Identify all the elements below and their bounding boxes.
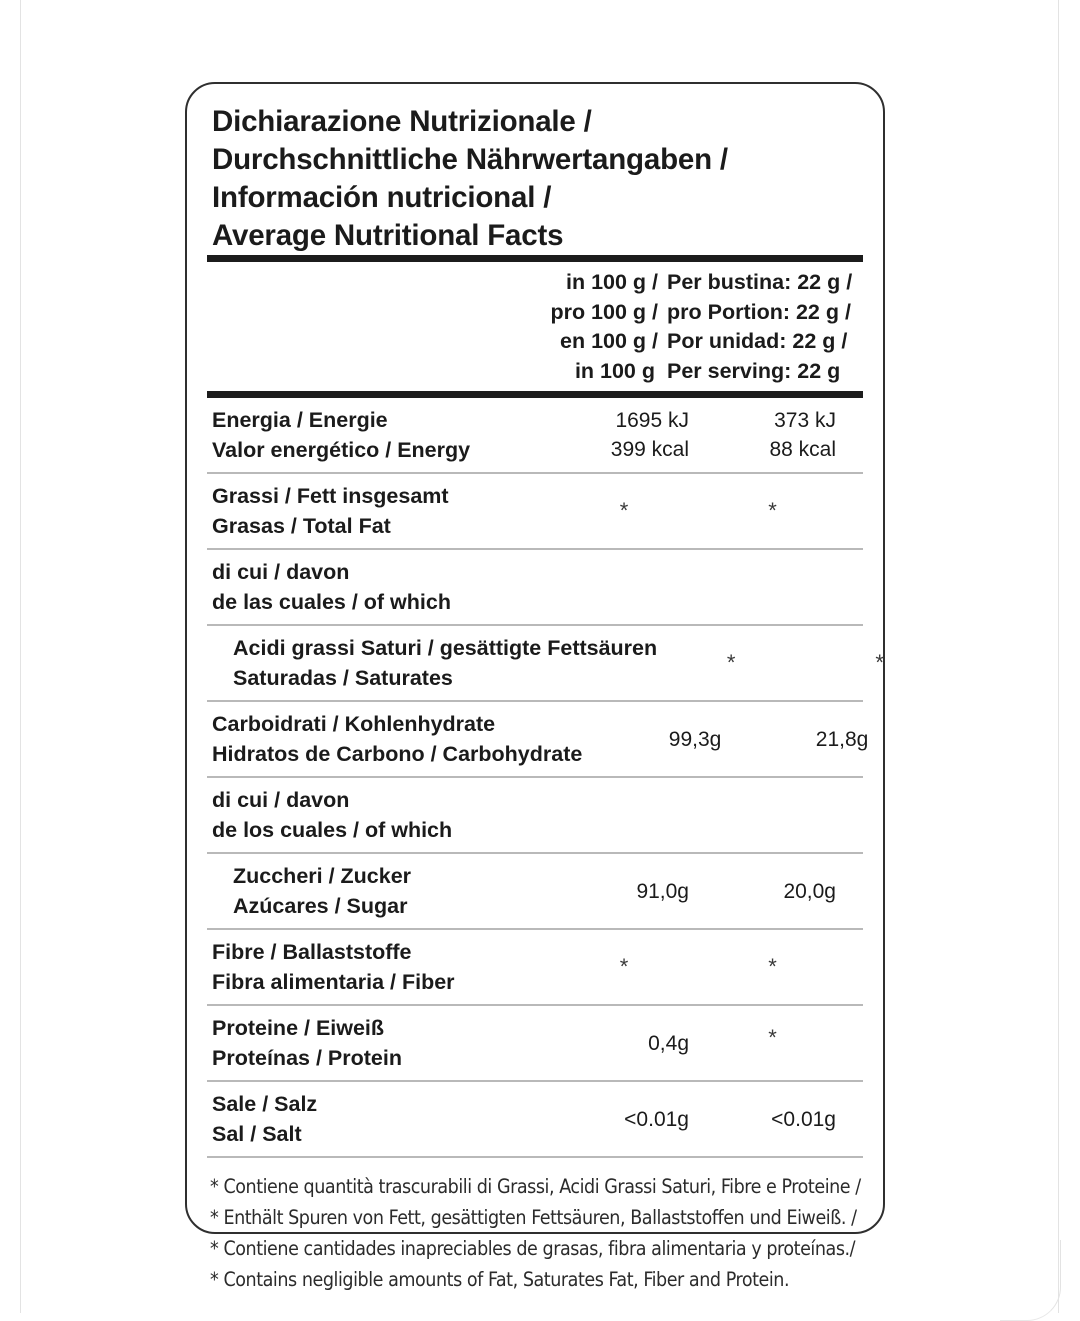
value-text: 20,0g (783, 879, 836, 903)
nutrient-label-carbohydrate-of-which (207, 785, 550, 845)
nutrient-values-sugars (550, 877, 863, 906)
nutrient-label-protein (207, 1013, 550, 1073)
label-line: Proteínas / Protein (212, 1046, 402, 1070)
page-edge-left (20, 0, 21, 1313)
label-line: Valor energético / Energy (212, 438, 471, 462)
value-text: 91,0g (636, 879, 689, 903)
value-text: <0.01g (771, 1107, 836, 1131)
nutrient-label-sugars (207, 861, 550, 921)
nutrient-label-fiber (207, 937, 550, 997)
label-line: Proteine / Eiweiß (212, 1016, 385, 1040)
header-bottom-rule (207, 391, 863, 398)
asterisk-marker: * (619, 954, 629, 979)
value-salt-per-serving (698, 1105, 863, 1134)
nutrient-label-salt (207, 1089, 550, 1149)
value-text: 1695 kJ (615, 409, 689, 432)
value-protein-per-serving (698, 1024, 863, 1058)
value-text: 21,8g (815, 727, 869, 751)
serving-header-per-100g: pro 100 g / (550, 299, 658, 324)
serving-header-per-100g: in 100 g (574, 358, 655, 383)
asterisk-marker: * (768, 954, 777, 979)
asterisk-marker: * (875, 650, 884, 675)
nutrient-label-total-fat (207, 481, 550, 541)
nutrient-row-fat-of-which (207, 550, 863, 624)
value-fiber-per-serving (698, 954, 863, 979)
value-saturates-per-serving (805, 650, 970, 675)
value-total-fat-per-100g (550, 498, 698, 523)
value-carbohydrate-per-100g (582, 725, 730, 754)
value-total-fat-per-serving (698, 498, 863, 523)
nutrient-label-saturates (207, 633, 657, 693)
label-line: de las cuales / of which (212, 590, 451, 614)
value-text: 99,3g (668, 727, 722, 751)
serving-header-per-100g: en 100 g / (560, 329, 658, 353)
label-line: Hidratos de Carbono / Carbohydrate (212, 742, 583, 766)
serving-header-per-serving: Per serving: 22 g (667, 358, 841, 383)
nutrient-row-energy (207, 398, 863, 472)
label-line: Energia / Energie (212, 408, 388, 432)
footnote-line-3: * Contiene cantidades inapreciables de grasas, fibra alimentaria y proteínas./ (210, 1237, 856, 1260)
nutrient-values-saturates (657, 650, 970, 675)
nutrient-row-total-fat (207, 474, 863, 548)
value-sugars-per-serving (698, 877, 863, 906)
serving-header-per-serving: Per bustina: 22 g / (667, 270, 853, 294)
footnotes-block (207, 1158, 863, 1295)
title-line-4: Average Nutritional Facts (212, 219, 564, 252)
nutrient-row-fiber (207, 930, 863, 1004)
label-line: Carboidrati / Kohlenhydrate (212, 712, 496, 736)
value-text: 373 kJ (774, 409, 836, 432)
nutrient-row-protein (207, 1006, 863, 1080)
value-fiber-per-100g (550, 954, 698, 979)
label-line: Fibre / Ballaststoffe (212, 940, 412, 964)
value-text: 88 kcal (769, 438, 836, 461)
nutrition-title (207, 84, 863, 255)
serving-header-row (510, 268, 863, 298)
label-line: Grasas / Total Fat (212, 514, 391, 538)
nutrient-values-fiber (550, 954, 863, 979)
nutrient-values-carbohydrate (582, 725, 895, 754)
page-edge-right (1058, 0, 1059, 1313)
value-energy-per-100g (550, 406, 698, 464)
nutrient-table (207, 398, 884, 1158)
asterisk-marker: * (768, 1024, 777, 1050)
asterisk-marker: * (768, 498, 777, 523)
page-corner-curve (1000, 1240, 1061, 1321)
label-line: di cui / davon (212, 560, 350, 584)
footnote-line-1: * Contiene quantità trascurabili di Grassi, Acidi Grassi Saturi, Fibre e Proteine / (210, 1175, 861, 1198)
asterisk-marker: * (726, 650, 736, 675)
value-carbohydrate-per-serving (730, 725, 895, 754)
value-text: 0,4g (648, 1031, 689, 1055)
label-line: de los cuales / of which (212, 818, 453, 842)
label-line: Zuccheri / Zucker (233, 864, 412, 888)
label-line: Sale / Salz (212, 1092, 318, 1116)
nutrition-facts-card (185, 82, 885, 1291)
nutrient-row-saturates (207, 626, 884, 700)
value-energy-per-serving (698, 406, 863, 464)
nutrient-row-carbohydrate-of-which (207, 778, 863, 852)
nutrient-label-energy (207, 405, 550, 465)
serving-header-per-100g: in 100 g / (565, 270, 658, 294)
label-line: Fibra alimentaria / Fiber (212, 970, 455, 994)
nutrient-label-carbohydrate (207, 709, 582, 769)
title-line-3: Información nutricional / (212, 181, 552, 214)
value-salt-per-100g (550, 1105, 698, 1134)
nutrient-values-salt (550, 1105, 863, 1134)
serving-header-per-serving: pro Portion: 22 g / (667, 299, 851, 324)
nutrient-row-carbohydrate (207, 702, 869, 776)
value-text: 399 kcal (610, 438, 689, 461)
serving-header-per-serving: Por unidad: 22 g / (667, 329, 848, 353)
label-line: Grassi / Fett insgesamt (212, 484, 449, 508)
nutrient-label-fat-of-which (207, 557, 550, 617)
value-protein-per-100g (550, 1029, 698, 1058)
footnote-line-4: * Contains negligible amounts of Fat, Saturates Fat, Fiber and Protein. (210, 1268, 790, 1291)
label-line: di cui / davon (212, 788, 350, 812)
label-line: Saturadas / Saturates (233, 666, 453, 690)
footnote-line-2: * Enthält Spuren von Fett, gesättigten Fettsäuren, Ballaststoffen und Eiweiß. / (210, 1206, 857, 1229)
label-line: Azúcares / Sugar (233, 894, 408, 918)
asterisk-marker: * (619, 498, 629, 523)
serving-header-row (510, 298, 863, 328)
nutrient-row-sugars (207, 854, 863, 928)
serving-size-header (207, 262, 863, 391)
serving-header-row (507, 357, 863, 387)
title-line-1: Dichiarazione Nutrizionale / (212, 105, 592, 138)
value-saturates-per-100g (657, 650, 805, 675)
label-line: Sal / Salt (212, 1122, 302, 1146)
serving-header-row (510, 327, 863, 357)
header-top-rule (207, 255, 863, 262)
nutrient-row-salt (207, 1082, 863, 1156)
nutrient-values-total-fat (550, 498, 863, 523)
value-sugars-per-100g (550, 877, 698, 906)
label-line: Acidi grassi Saturi / gesättigte Fettsäuren (233, 636, 658, 660)
title-line-2: Durchschnittliche Nährwertangaben / (212, 143, 728, 176)
nutrient-values-protein (550, 1024, 863, 1058)
nutrient-values-energy (550, 406, 863, 464)
value-text: <0.01g (624, 1107, 689, 1131)
